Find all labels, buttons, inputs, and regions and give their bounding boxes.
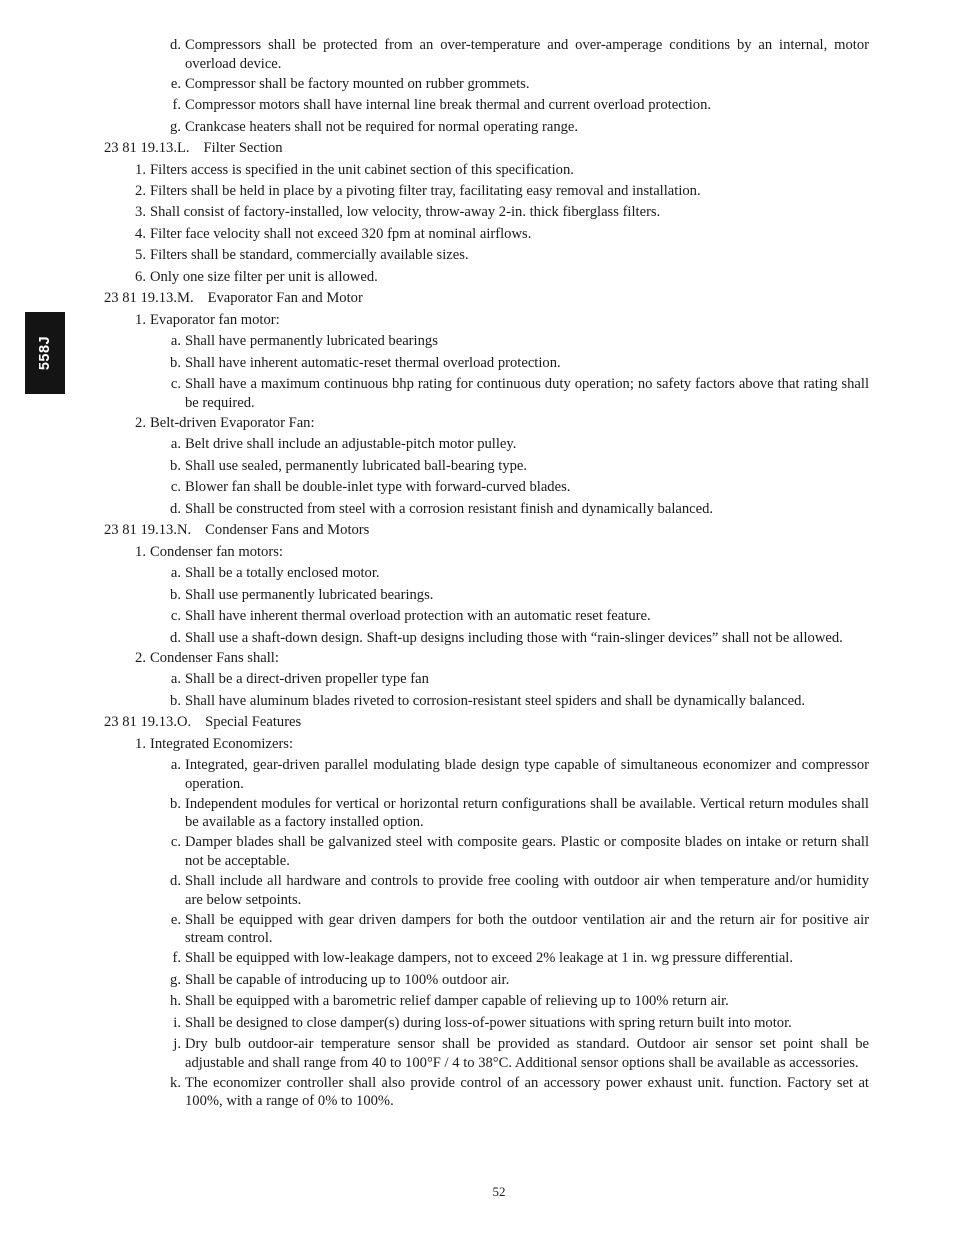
item-marker: 2. xyxy=(135,414,146,431)
item-text: Independent modules for vertical or horizontal return configurations shall be available. Vertical return modules shall be available as a factory installed option. xyxy=(185,795,869,831)
item-marker: 4. xyxy=(135,225,146,242)
lettered-item xyxy=(170,971,869,990)
numbered-item xyxy=(135,161,869,180)
section-heading xyxy=(0,521,954,540)
lettered-item xyxy=(170,607,869,626)
item-marker: b. xyxy=(170,586,181,603)
item-text: Shall be capable of introducing up to 100% outdoor air. xyxy=(185,971,510,988)
lettered-item xyxy=(170,911,869,948)
item-marker: 2. xyxy=(135,649,146,666)
item-text: Shall be equipped with gear driven dampers for both the outdoor ventilation air and the return air for positive air stream control. xyxy=(185,911,869,947)
item-text: Belt drive shall include an adjustable-pitch motor pulley. xyxy=(185,436,517,453)
item-marker: 5. xyxy=(135,247,146,264)
lettered-item xyxy=(170,564,869,583)
item-text: Shall consist of factory-installed, low velocity, throw-away 2-in. thick fiberglass filters. xyxy=(150,204,661,221)
item-marker: a. xyxy=(170,333,181,350)
section-title: Filter Section xyxy=(203,140,283,157)
item-marker: e. xyxy=(170,75,181,92)
lettered-item xyxy=(173,1014,869,1033)
item-marker: c. xyxy=(170,376,181,393)
item-marker: a. xyxy=(170,671,181,688)
item-marker: b. xyxy=(170,354,181,371)
item-text: Dry bulb outdoor-air temperature sensor shall be provided as standard. Outdoor air sensor set point shall be adjustable and shall range from 40 to 100°F / 4 to 38°C. Additional sensor options shall be available as accessories. xyxy=(185,1036,869,1071)
item-marker: 1. xyxy=(135,311,146,328)
item-text: Damper blades shall be galvanized steel with composite gears. Plastic or composite blades on intake or return shall not be acceptable. xyxy=(185,834,869,869)
item-text: Compressor shall be factory mounted on rubber grommets. xyxy=(185,75,530,92)
lettered-item xyxy=(170,992,869,1011)
section-code: 23 81 19.13.N. xyxy=(104,522,192,539)
section-heading xyxy=(0,139,954,158)
item-text: Shall use sealed, permanently lubricated ball-bearing type. xyxy=(185,457,528,474)
item-marker: j. xyxy=(173,1036,181,1053)
item-text: Compressor motors shall have internal line break thermal and current overload protection. xyxy=(185,97,712,114)
item-text: The economizer controller shall also provide control of an accessory power exhaust unit. function. Factory set at 100%, with a range of 0% to 100%. xyxy=(185,1074,869,1110)
item-marker: k. xyxy=(170,1074,181,1091)
item-text: Evaporator fan motor: xyxy=(150,311,280,328)
product-side-tab xyxy=(25,312,65,394)
item-text: Shall be designed to close damper(s) during loss-of-power situations with spring return built into motor. xyxy=(185,1014,792,1031)
item-marker: 1. xyxy=(135,543,146,560)
item-marker: g. xyxy=(170,971,181,988)
item-marker: 6. xyxy=(135,268,146,285)
lettered-item xyxy=(170,756,869,793)
item-text: Filter face velocity shall not exceed 320 fpm at nominal airflows. xyxy=(150,225,532,242)
item-marker: f. xyxy=(172,950,181,967)
section-code: 23 81 19.13.L. xyxy=(104,140,190,157)
item-marker: c. xyxy=(170,834,181,851)
lettered-item xyxy=(170,435,869,454)
item-marker: d. xyxy=(170,500,181,517)
item-marker: e. xyxy=(170,911,181,928)
item-text: Compressors shall be protected from an over-temperature and over-amperage conditions by an internal, motor overload device. xyxy=(185,37,869,72)
item-marker: d. xyxy=(170,872,181,889)
numbered-item xyxy=(135,268,869,287)
lettered-item xyxy=(170,354,869,373)
item-marker: b. xyxy=(170,457,181,474)
lettered-item xyxy=(170,872,869,909)
item-marker: h. xyxy=(170,993,181,1010)
section-code: 23 81 19.13.M. xyxy=(104,290,194,307)
item-marker: b. xyxy=(170,795,181,812)
item-text: Filters shall be held in place by a pivoting filter tray, facilitating easy removal and installation. xyxy=(150,183,701,199)
item-text: Condenser fan motors: xyxy=(150,543,283,560)
item-text: Integrated, gear-driven parallel modulating blade design type capable of simultaneous economizer and compressor operation. xyxy=(185,757,869,792)
item-text: Shall be a totally enclosed motor. xyxy=(185,565,380,582)
item-marker: g. xyxy=(170,118,181,135)
item-marker: a. xyxy=(170,757,181,774)
numbered-item xyxy=(135,414,869,433)
section-title: Evaporator Fan and Motor xyxy=(207,290,363,307)
item-text: Shall have inherent automatic-reset thermal overload protection. xyxy=(185,354,561,371)
lettered-item xyxy=(170,478,869,497)
item-text: Shall be equipped with a barometric relief damper capable of relieving up to 100% return air. xyxy=(185,993,729,1010)
item-text: Shall have a maximum continuous bhp rating for continuous duty operation; no safety factors above that rating shall be required. xyxy=(185,376,869,411)
specification-body xyxy=(0,36,954,1112)
item-text: Condenser Fans shall: xyxy=(150,649,279,666)
numbered-item xyxy=(135,311,869,330)
lettered-item xyxy=(170,75,869,94)
numbered-item xyxy=(135,203,869,222)
item-text: Shall have inherent thermal overload protection with an automatic reset feature. xyxy=(185,608,651,625)
numbered-item xyxy=(135,735,869,754)
numbered-item xyxy=(135,649,869,668)
item-text: Filters access is specified in the unit cabinet section of this specification. xyxy=(150,161,574,178)
lettered-item xyxy=(170,833,869,870)
item-marker: 1. xyxy=(135,161,146,178)
item-text: Shall be a direct-driven propeller type fan xyxy=(185,671,429,688)
lettered-item xyxy=(170,692,869,711)
lettered-item xyxy=(170,118,869,137)
item-text: Shall have aluminum blades riveted to corrosion-resistant steel spiders and shall be dynamically balanced. xyxy=(185,692,806,709)
item-text: Shall include all hardware and controls to provide free cooling with outdoor air when temperature and/or humidity are below setpoints. xyxy=(185,872,869,908)
lettered-item xyxy=(170,36,869,73)
item-text: Crankcase heaters shall not be required for normal operating range. xyxy=(185,118,579,135)
page-number: 52 xyxy=(492,1184,506,1199)
lettered-item xyxy=(170,332,869,351)
item-marker: i. xyxy=(173,1014,181,1031)
item-marker: a. xyxy=(170,565,181,582)
section-title: Special Features xyxy=(205,714,302,731)
item-marker: a. xyxy=(170,436,181,453)
lettered-item xyxy=(170,586,869,605)
section-title: Condenser Fans and Motors xyxy=(205,522,370,539)
lettered-item xyxy=(170,670,869,689)
item-text: Blower fan shall be double-inlet type with forward-curved blades. xyxy=(185,479,571,496)
numbered-item xyxy=(135,543,869,562)
lettered-item xyxy=(170,629,869,648)
item-marker: d. xyxy=(170,629,181,646)
numbered-item xyxy=(135,182,869,201)
side-tab-label: 558J xyxy=(37,335,53,371)
lettered-item xyxy=(170,500,869,519)
numbered-item xyxy=(135,225,869,244)
item-text: Belt-driven Evaporator Fan: xyxy=(150,414,315,431)
item-marker: b. xyxy=(170,692,181,709)
item-marker: f. xyxy=(172,97,181,114)
lettered-item xyxy=(170,375,869,412)
item-marker: 2. xyxy=(135,183,146,199)
lettered-item xyxy=(170,1074,869,1111)
item-text: Shall have permanently lubricated bearings xyxy=(185,333,438,350)
item-text: Integrated Economizers: xyxy=(150,735,294,752)
item-text: Filters shall be standard, commercially available sizes. xyxy=(150,247,469,264)
lettered-item xyxy=(170,795,869,832)
item-text: Shall be equipped with low-leakage dampers, not to exceed 2% leakage at 1 in. wg pressure differential. xyxy=(185,950,793,967)
lettered-item xyxy=(172,949,869,968)
item-marker: 3. xyxy=(135,204,146,221)
item-marker: 1. xyxy=(135,735,146,752)
lettered-item xyxy=(170,457,869,476)
numbered-item xyxy=(135,246,869,265)
section-heading xyxy=(0,713,954,732)
item-marker: c. xyxy=(170,608,181,625)
item-text: Shall use a shaft-down design. Shaft-up designs including those with “rain-slinger devices” shall not be allowed. xyxy=(185,629,843,646)
item-text: Shall use permanently lubricated bearings. xyxy=(185,586,434,603)
item-marker: d. xyxy=(170,37,181,53)
section-code: 23 81 19.13.O. xyxy=(104,714,192,731)
item-text: Only one size filter per unit is allowed. xyxy=(150,268,378,285)
lettered-item xyxy=(172,96,869,115)
item-marker: c. xyxy=(170,479,181,496)
lettered-item xyxy=(173,1035,869,1072)
section-heading xyxy=(0,289,954,308)
item-text: Shall be constructed from steel with a corrosion resistant finish and dynamically balanced. xyxy=(185,500,714,517)
